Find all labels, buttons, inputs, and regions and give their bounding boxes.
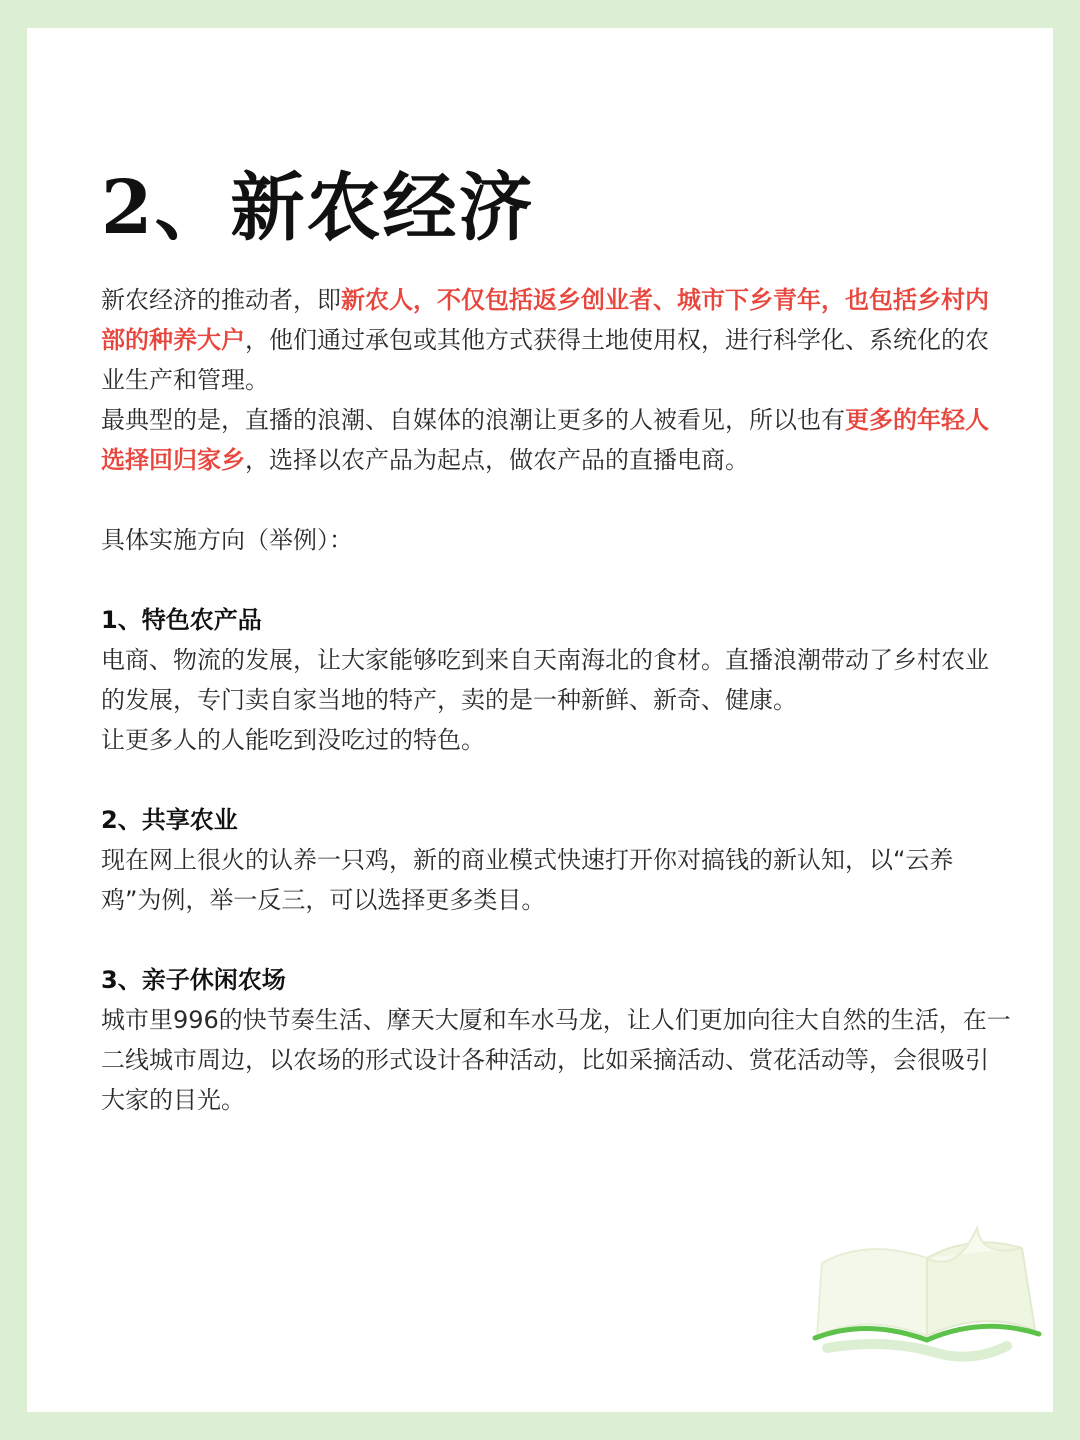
content-card (27, 28, 1053, 1412)
page-title: 2、新农经济 (101, 165, 535, 251)
intro-paragraph-2 (101, 400, 1011, 480)
directions-label: 具体实施方向（举例）： (101, 526, 353, 554)
intro-text: ，选择以农产品为起点，做农产品的直播电商。 (245, 446, 749, 474)
section-body: 城市里996的快节奏生活、摩天大厦和车水马龙，让人们更加向往大自然的生活，在一二线城市周边，以农场的形式设计各种活动，比如采摘活动、赏花活动等，会很吸引大家的目光。 (101, 1006, 1011, 1114)
article (101, 158, 1011, 1120)
section-title: 1、特色农产品 (101, 606, 262, 634)
section-title: 2、共享农业 (101, 806, 238, 834)
intro-highlight: 新农人，不仅包括返乡创业者、城市下乡青年，也包括乡村内部的种养大户 (101, 286, 989, 354)
intro-text: ，他们通过承包或其他方式获得土地使用权，进行科学化、系统化的农业生产和管理。 (101, 326, 989, 394)
section-body: 电商、物流的发展，让大家能够吃到来自天南海北的食材。直播浪潮带动了乡村农业的发展，专门卖自家当地的特产，卖的是一种新鲜、新奇、健康。 (101, 646, 989, 714)
section-body: 现在网上很火的认养一只鸡，新的商业模式快速打开你对搞钱的新认知，以“云养鸡”为例，举一反三，可以选择更多类目。 (101, 846, 954, 914)
intro-paragraph-1 (101, 280, 1011, 400)
intro-text: 新农经济的推动者，即 (101, 286, 341, 314)
section-title: 3、亲子休闲农场 (101, 966, 286, 994)
open-book-icon (807, 1218, 1047, 1368)
intro-text: 最典型的是，直播的浪潮、自媒体的浪潮让更多的人被看见，所以也有 (101, 406, 845, 434)
intro-highlight: 更多的年轻人选择回归家乡 (101, 406, 989, 474)
section-body: 让更多人的人能吃到没吃过的特色。 (101, 726, 485, 754)
